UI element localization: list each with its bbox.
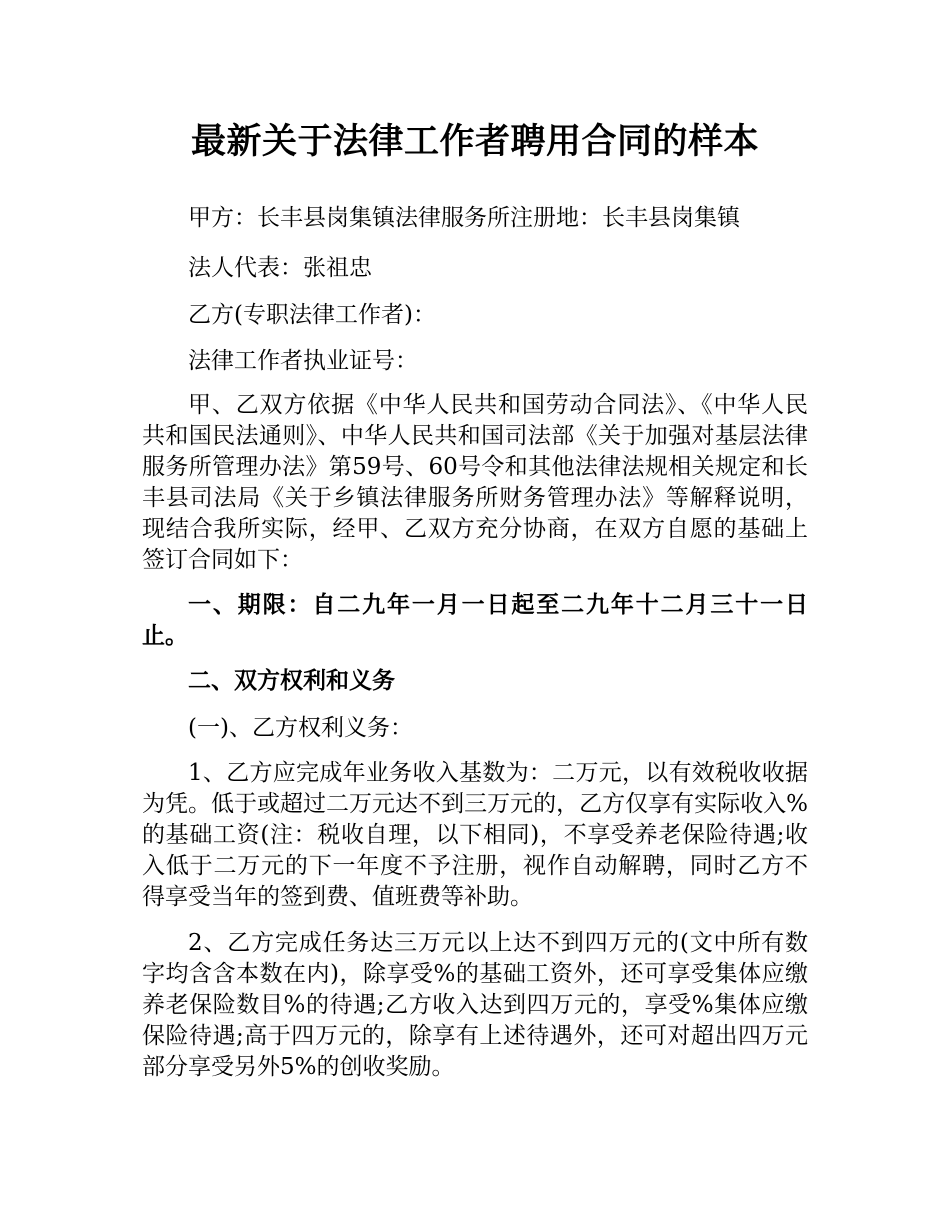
party-b-line: 乙方(专职法律工作者)：	[188, 302, 436, 328]
license-number-line: 法律工作者执业证号：	[188, 348, 418, 374]
section-rights-heading: 二、双方权利和义务	[188, 668, 395, 694]
subsection-party-b-heading: (一)、乙方权利义务：	[188, 715, 413, 741]
document-title: 最新关于法律工作者聘用合同的样本	[190, 122, 759, 162]
section-term-heading: 一、期限：自二九年一月一日起至二九年十二月三十一日止。	[142, 592, 808, 649]
party-a-line: 甲方：长丰县岗集镇法律服务所注册地：长丰县岗集镇	[188, 205, 740, 231]
clause-1-paragraph: 1、乙方应完成年业务收入基数为：二万元，以有效税收收据为凭。低于或超过二万元达不到三万元的，乙方仅享有实际收入%的基础工资(注：税收自理，以下相同)，不享受养老保险待遇;收入低于二万元的下一年度不予注册，视作自动解聘，同时乙方不得享受当年的签到费、值班费等补助。	[142, 760, 808, 910]
preamble-paragraph: 甲、乙双方依据《中华人民共和国劳动合同法》、《中华人民共和国民法通则》、中华人民共和国司法部《关于加强对基层法律服务所管理办法》第59号、60号令和其他法律法规相关规定和长丰县司法局《关于乡镇法律服务所财务管理办法》等解释说明，现结合我所实际，经甲、乙双方充分协商，在双方自愿的基础上签订合同如下：	[142, 392, 808, 573]
legal-representative-line: 法人代表：张祖忠	[188, 255, 372, 281]
clause-2-paragraph: 2、乙方完成任务达三万元以上达不到四万元的(文中所有数字均含含本数在内)，除享受%的基础工资外，还可享受集体应缴养老保险数目%的待遇;乙方收入达到四万元的，享受%集体应缴保险待遇;高于四万元的，除享有上述待遇外，还可对超出四万元部分享受另外5%的创收奖励。	[142, 930, 808, 1080]
